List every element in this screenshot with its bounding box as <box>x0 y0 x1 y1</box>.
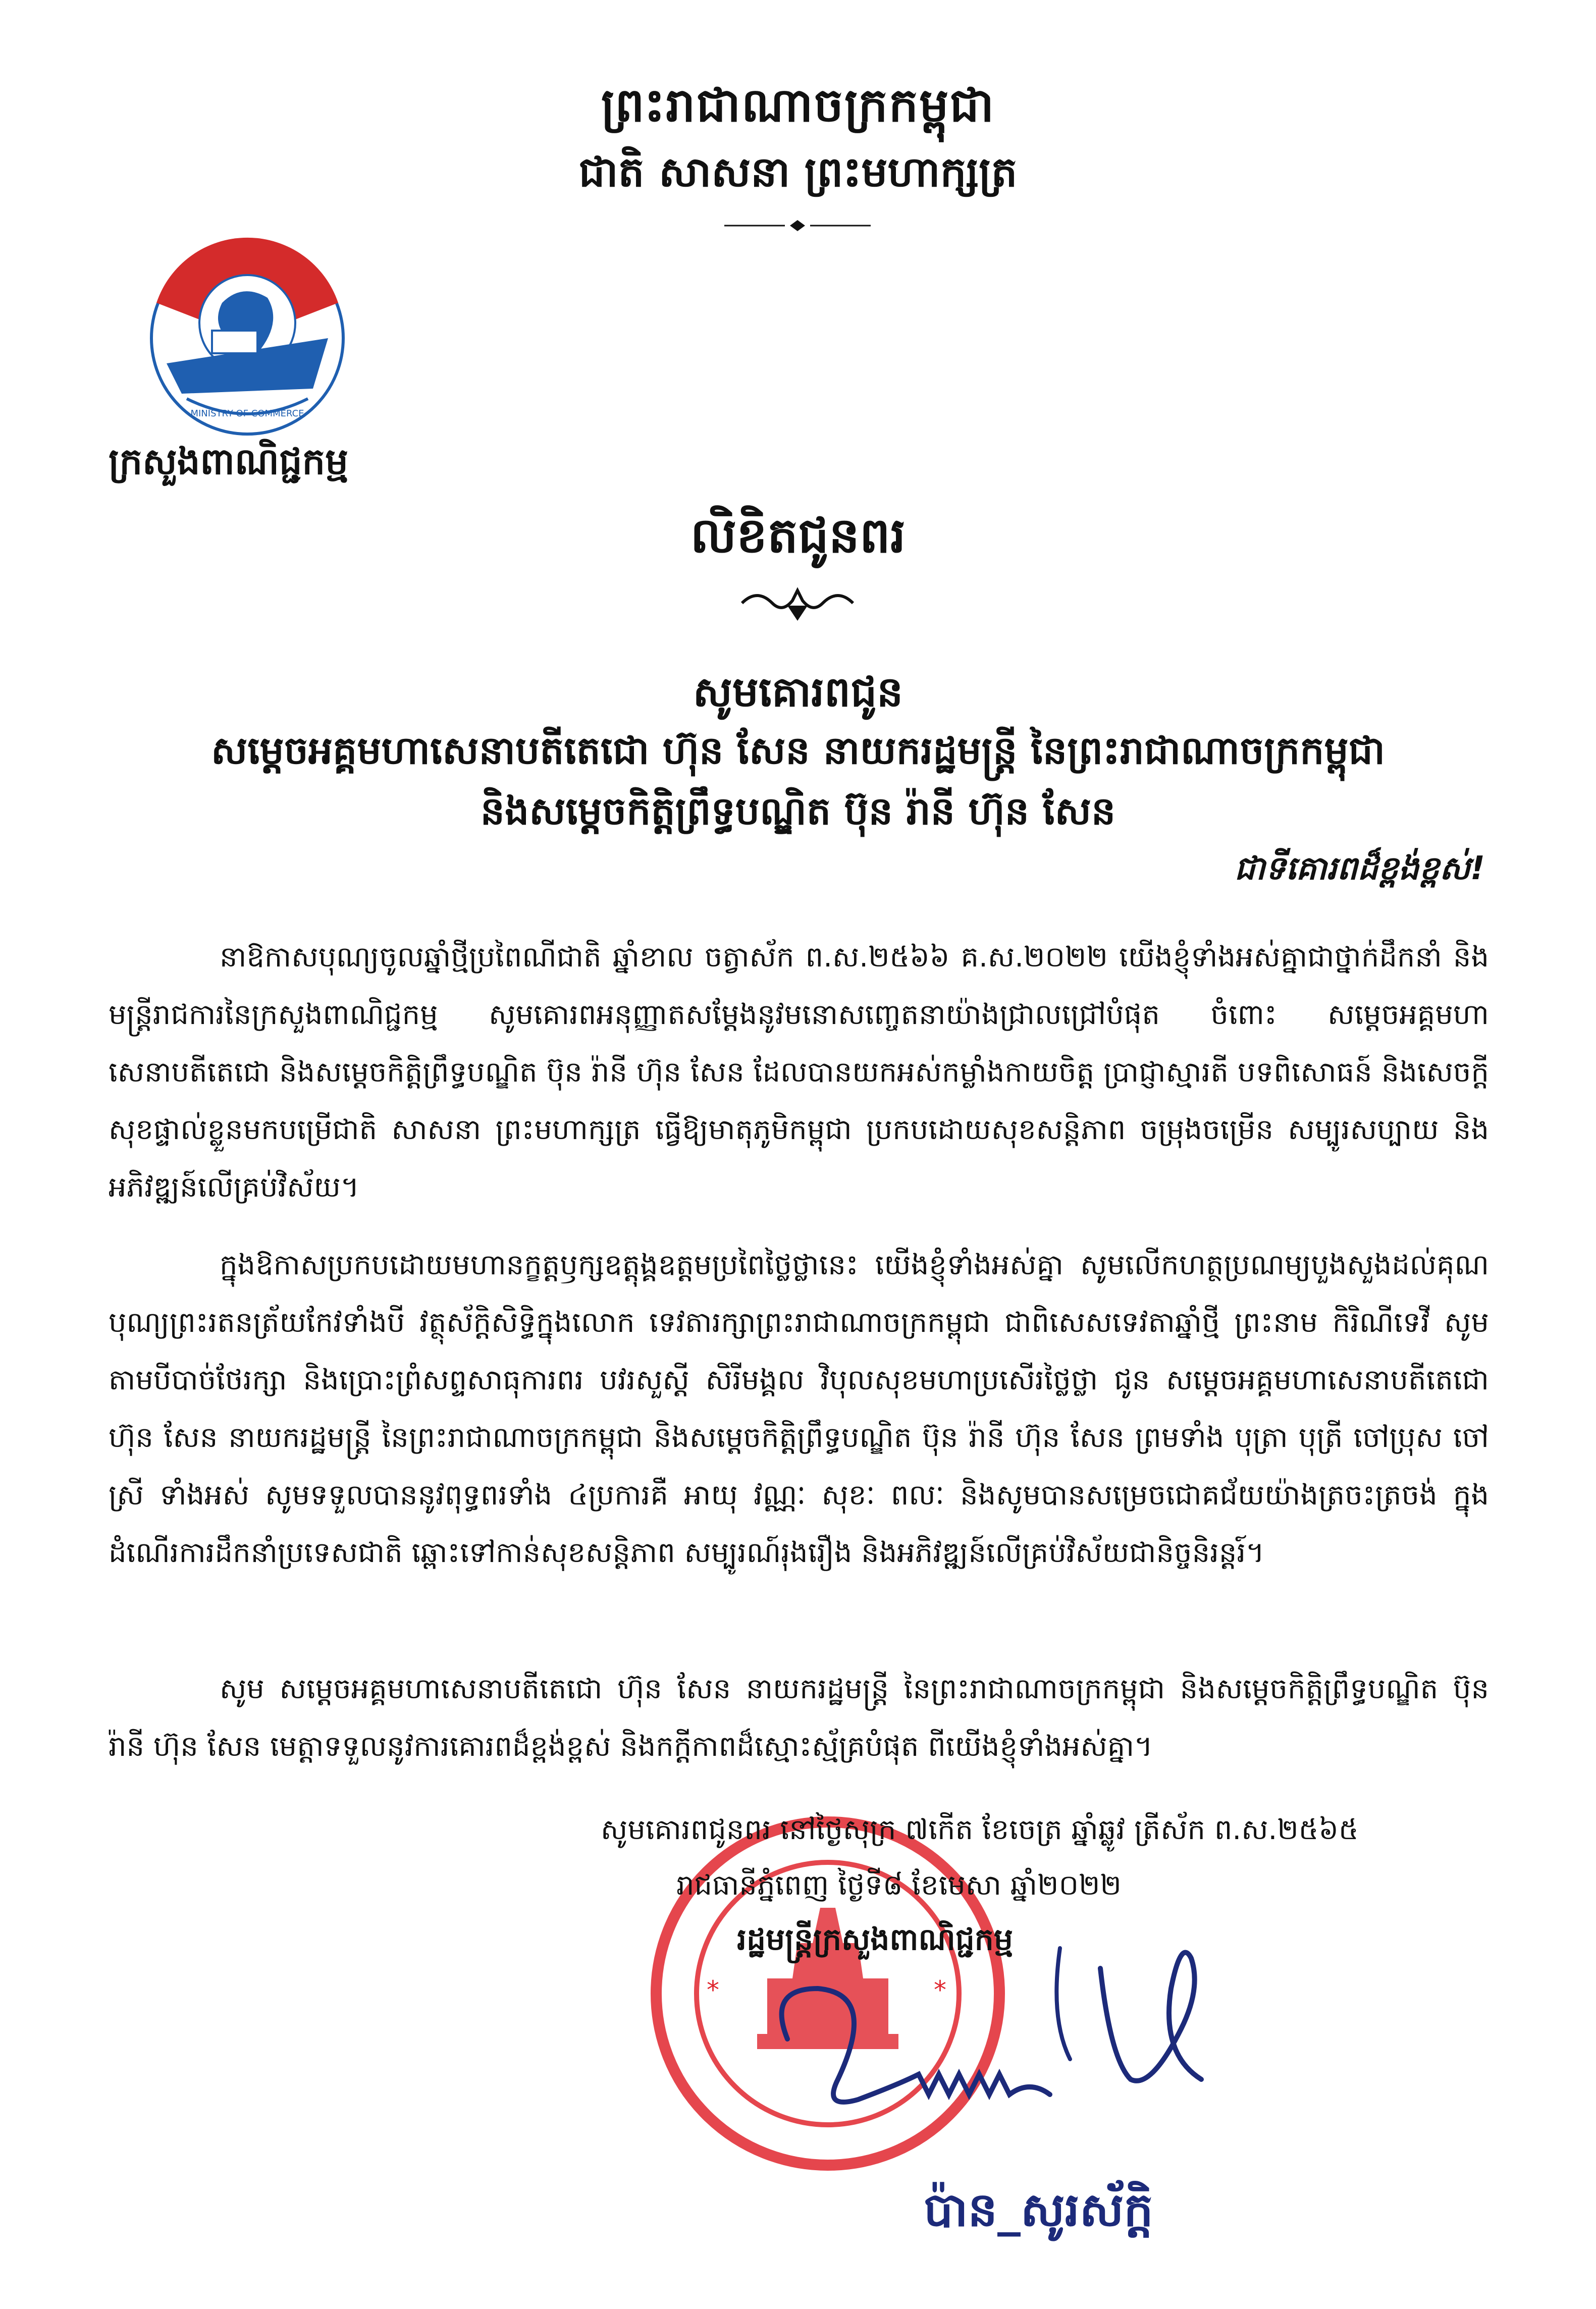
title-ornament-icon <box>737 580 858 626</box>
logo-caption: MINISTRY OF COMMERCE <box>190 408 304 419</box>
body-paragraph-2: ក្នុងឱកាសប្រកបដោយមហានក្ខត្តឫក្សឧត្តុង្គឧត្តមប្រពៃថ្លៃថ្លានេះ យើងខ្ញុំទាំងអស់គ្នា សូមលើកហត្ថប្រណម្យបួងសួងដល់គុណបុណ្យព្រះរតនត្រ័យកែវទាំងបី វត្ថុស័ក្តិសិទ្ធិក្នុងលោក ទេវតារក្សាព្រះរាជាណាចក្រកម្ពុជា ជាពិសេសទេវតាឆ្នាំថ្មី ព្រះនាម កិរិណីទេវី សូមតាមបីបាច់ថែរក្សា និងប្រោះព្រំសព្ទសាធុការពរ បវរសួស្តី សិរីមង្គល វិបុលសុខមហាប្រសើរថ្លៃថ្លា ជូន សម្តេចអគ្គមហាសេនាបតីតេជោ ហ៊ុន សែន នាយករដ្ឋមន្ត្រី នៃព្រះរាជាណាចក្រកម្ពុជា និងសម្តេចកិត្តិព្រឹទ្ធបណ្ឌិត ប៊ុន រ៉ានី ហ៊ុន សែន ព្រមទាំង បុត្រា បុត្រី ចៅប្រុស ចៅស្រី ទាំងអស់ សូមទទួលបាននូវពុទ្ធពរទាំង ៤ប្រការគឺ អាយុ វណ្ណៈ សុខៈ ពលៈ និងសូមបានសម្រេចជោគជ័យយ៉ាងត្រចះត្រចង់ ក្នុងដំណើរការដឹកនាំប្រទេសជាតិ ឆ្ពោះទៅកាន់សុខសន្តិភាព សម្បូរណ៍រុងរឿង និងអភិវឌ្ឍន៍លើគ្រប់វិស័យជានិច្ចនិរន្តរ៍។ <box>109 1249 1489 1569</box>
svg-text:*: * <box>934 1975 946 2005</box>
ministry-name: ក្រសួងពាណិជ្ជកម្ម <box>109 440 348 482</box>
recipient-line-2: និងសម្តេចកិត្តិព្រឹទ្ធបណ្ឌិត ប៊ុន រ៉ានី ហ៊ុន សែន <box>480 788 1116 833</box>
recipient-line-1: សម្តេចអគ្គមហាសេនាបតីតេជោ ហ៊ុន សែន នាយករដ្ឋមន្ត្រី នៃព្រះរាជាណាចក្រកម្ពុជា <box>210 728 1386 773</box>
ornament-divider-icon <box>724 218 871 233</box>
signer-name: ប៉ាន_សូរស័ក្តិ <box>924 2183 1153 2237</box>
signer-title: រដ្ឋមន្ត្រីក្រសួងពាណិជ្ជកម្ម <box>737 1922 1013 1957</box>
kingdom-heading: ព្រះរាជាណាចក្រកម្ពុជា <box>601 78 995 132</box>
greeting-line: សូមគោរពជូន <box>693 668 903 716</box>
closing-date-lunar: សូមគោរពជូនពរ នៅថ្ងៃសុក្រ ៧កើត ខែចេត្រ ឆ្នាំឆ្លូវ ត្រីស័ក ព.ស.២៥៦៥ <box>601 1813 1359 1846</box>
handwritten-signature-icon <box>747 1928 1343 2170</box>
closing-date-solar: រាជធានីភ្នំពេញ ថ្ងៃទី៨ ខែមេសា ឆ្នាំ២០២២ <box>676 1869 1122 1902</box>
motto-heading: ជាតិ សាសនា ព្រះមហាក្សត្រ <box>578 148 1018 196</box>
document-title: លិខិតជូនពរ <box>690 507 906 564</box>
ministry-logo-icon <box>136 237 358 439</box>
svg-text:*: * <box>707 1975 719 2005</box>
body-paragraph-3: សូម សម្តេចអគ្គមហាសេនាបតីតេជោ ហ៊ុន សែន នាយករដ្ឋមន្ត្រី នៃព្រះរាជាណាចក្រកម្ពុជា និងសម្តេចកិត្តិព្រឹទ្ធបណ្ឌិត ប៊ុន រ៉ានី ហ៊ុន សែន មេត្តាទទួលនូវការគោរពដ៏ខ្ពង់ខ្ពស់ និងកក្តីកាពដ៏ស្មោះស្ម័គ្របំផុត ពីយើងខ្ញុំទាំងអស់គ្នា។ <box>109 1673 1489 1763</box>
respect-note: ជាទីគោរពដ៏ខ្ពង់ខ្ពស់! <box>1234 850 1485 887</box>
body-paragraph-1: នាឱកាសបុណ្យចូលឆ្នាំថ្មីប្រពៃណីជាតិ ឆ្នាំខាល ចត្វាស័ក ព.ស.២៥៦៦ គ.ស.២០២២ យើងខ្ញុំទាំងអស់គ្នាជាថ្នាក់ដឹកនាំ និងមន្ត្រីរាជការនៃក្រសួងពាណិជ្ជកម្ម សូមគោរពអនុញ្ញាតសម្តែងនូវមនោសញ្ចេតនាយ៉ាងជ្រាលជ្រៅបំផុត ចំពោះ សម្តេចអគ្គមហាសេនាបតីតេជោ និងសម្តេចកិត្តិព្រឹទ្ធបណ្ឌិត ប៊ុន រ៉ានី ហ៊ុន សែន ដែលបានយកអស់កម្លាំងកាយចិត្ត ប្រាជ្ញាស្មារតី បទពិសោធន៍ និងសេចក្តីសុខផ្ទាល់ខ្លួនមកបម្រើជាតិ សាសនា ព្រះមហាក្សត្រ ធ្វើឱ្យមាតុភូមិកម្ពុជា ប្រកបដោយសុខសន្តិភាព ចម្រុងចម្រើន សម្បូរសប្បាយ និងអភិវឌ្ឍន៍លើគ្រប់វិស័យ។ <box>109 941 1489 1204</box>
